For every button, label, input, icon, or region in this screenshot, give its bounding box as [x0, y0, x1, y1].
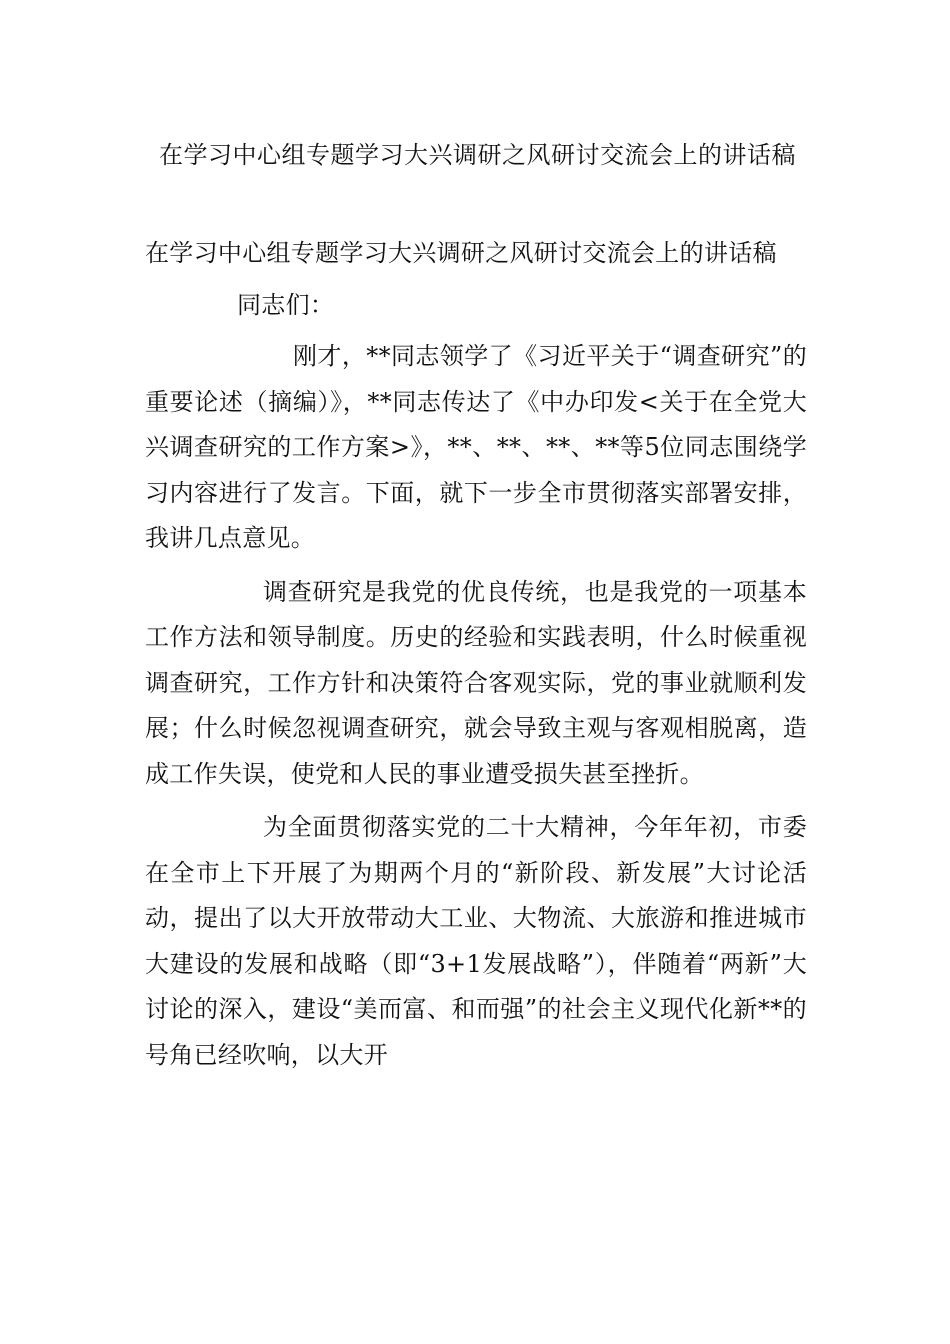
- document-body: [145, 231, 807, 1078]
- document-title: 在学习中心组专题学习大兴调研之风研讨交流会上的讲话稿: [159, 141, 796, 169]
- heading-repeat: 在学习中心组专题学习大兴调研之风研讨交流会上的讲话稿: [145, 239, 777, 267]
- greeting: 同志们：: [237, 290, 335, 319]
- paragraph-3: 为全面贯彻落实党的二十大精神，今年年初，市委在全市上下开展了为期两个月的“新阶段、新发展”大讨论活动，提出了以大开放带动大工业、大物流、大旅游和推进城市大建设的发展和战略（即“3+1发展战略”），伴随着“两新”大讨论的深入，建设“美而富、和而强”的社会主义现代化新**的号角已经吹响，以大开: [145, 813, 807, 1069]
- paragraph-1: 刚才，**同志领学了《习近平关于“调查研究”的重要论述（摘编）》，**同志传达了《中办印发<关于在全党大兴调查研究的工作方案>》，**、**、**、**等5位同志围绕学习内容进行了发言。下面，就下一步全市贯彻落实部署安排，我讲几点意见。: [145, 342, 807, 552]
- paragraph-2: 调查研究是我党的优良传统，也是我党的一项基本工作方法和领导制度。历史的经验和实践表明，什么时候重视调查研究，工作方针和决策符合客观实际，党的事业就顺利发展；什么时候忽视调查研究，就会导致主观与客观相脱离，造成工作失误，使党和人民的事业遭受损失甚至挫折。: [145, 577, 807, 788]
